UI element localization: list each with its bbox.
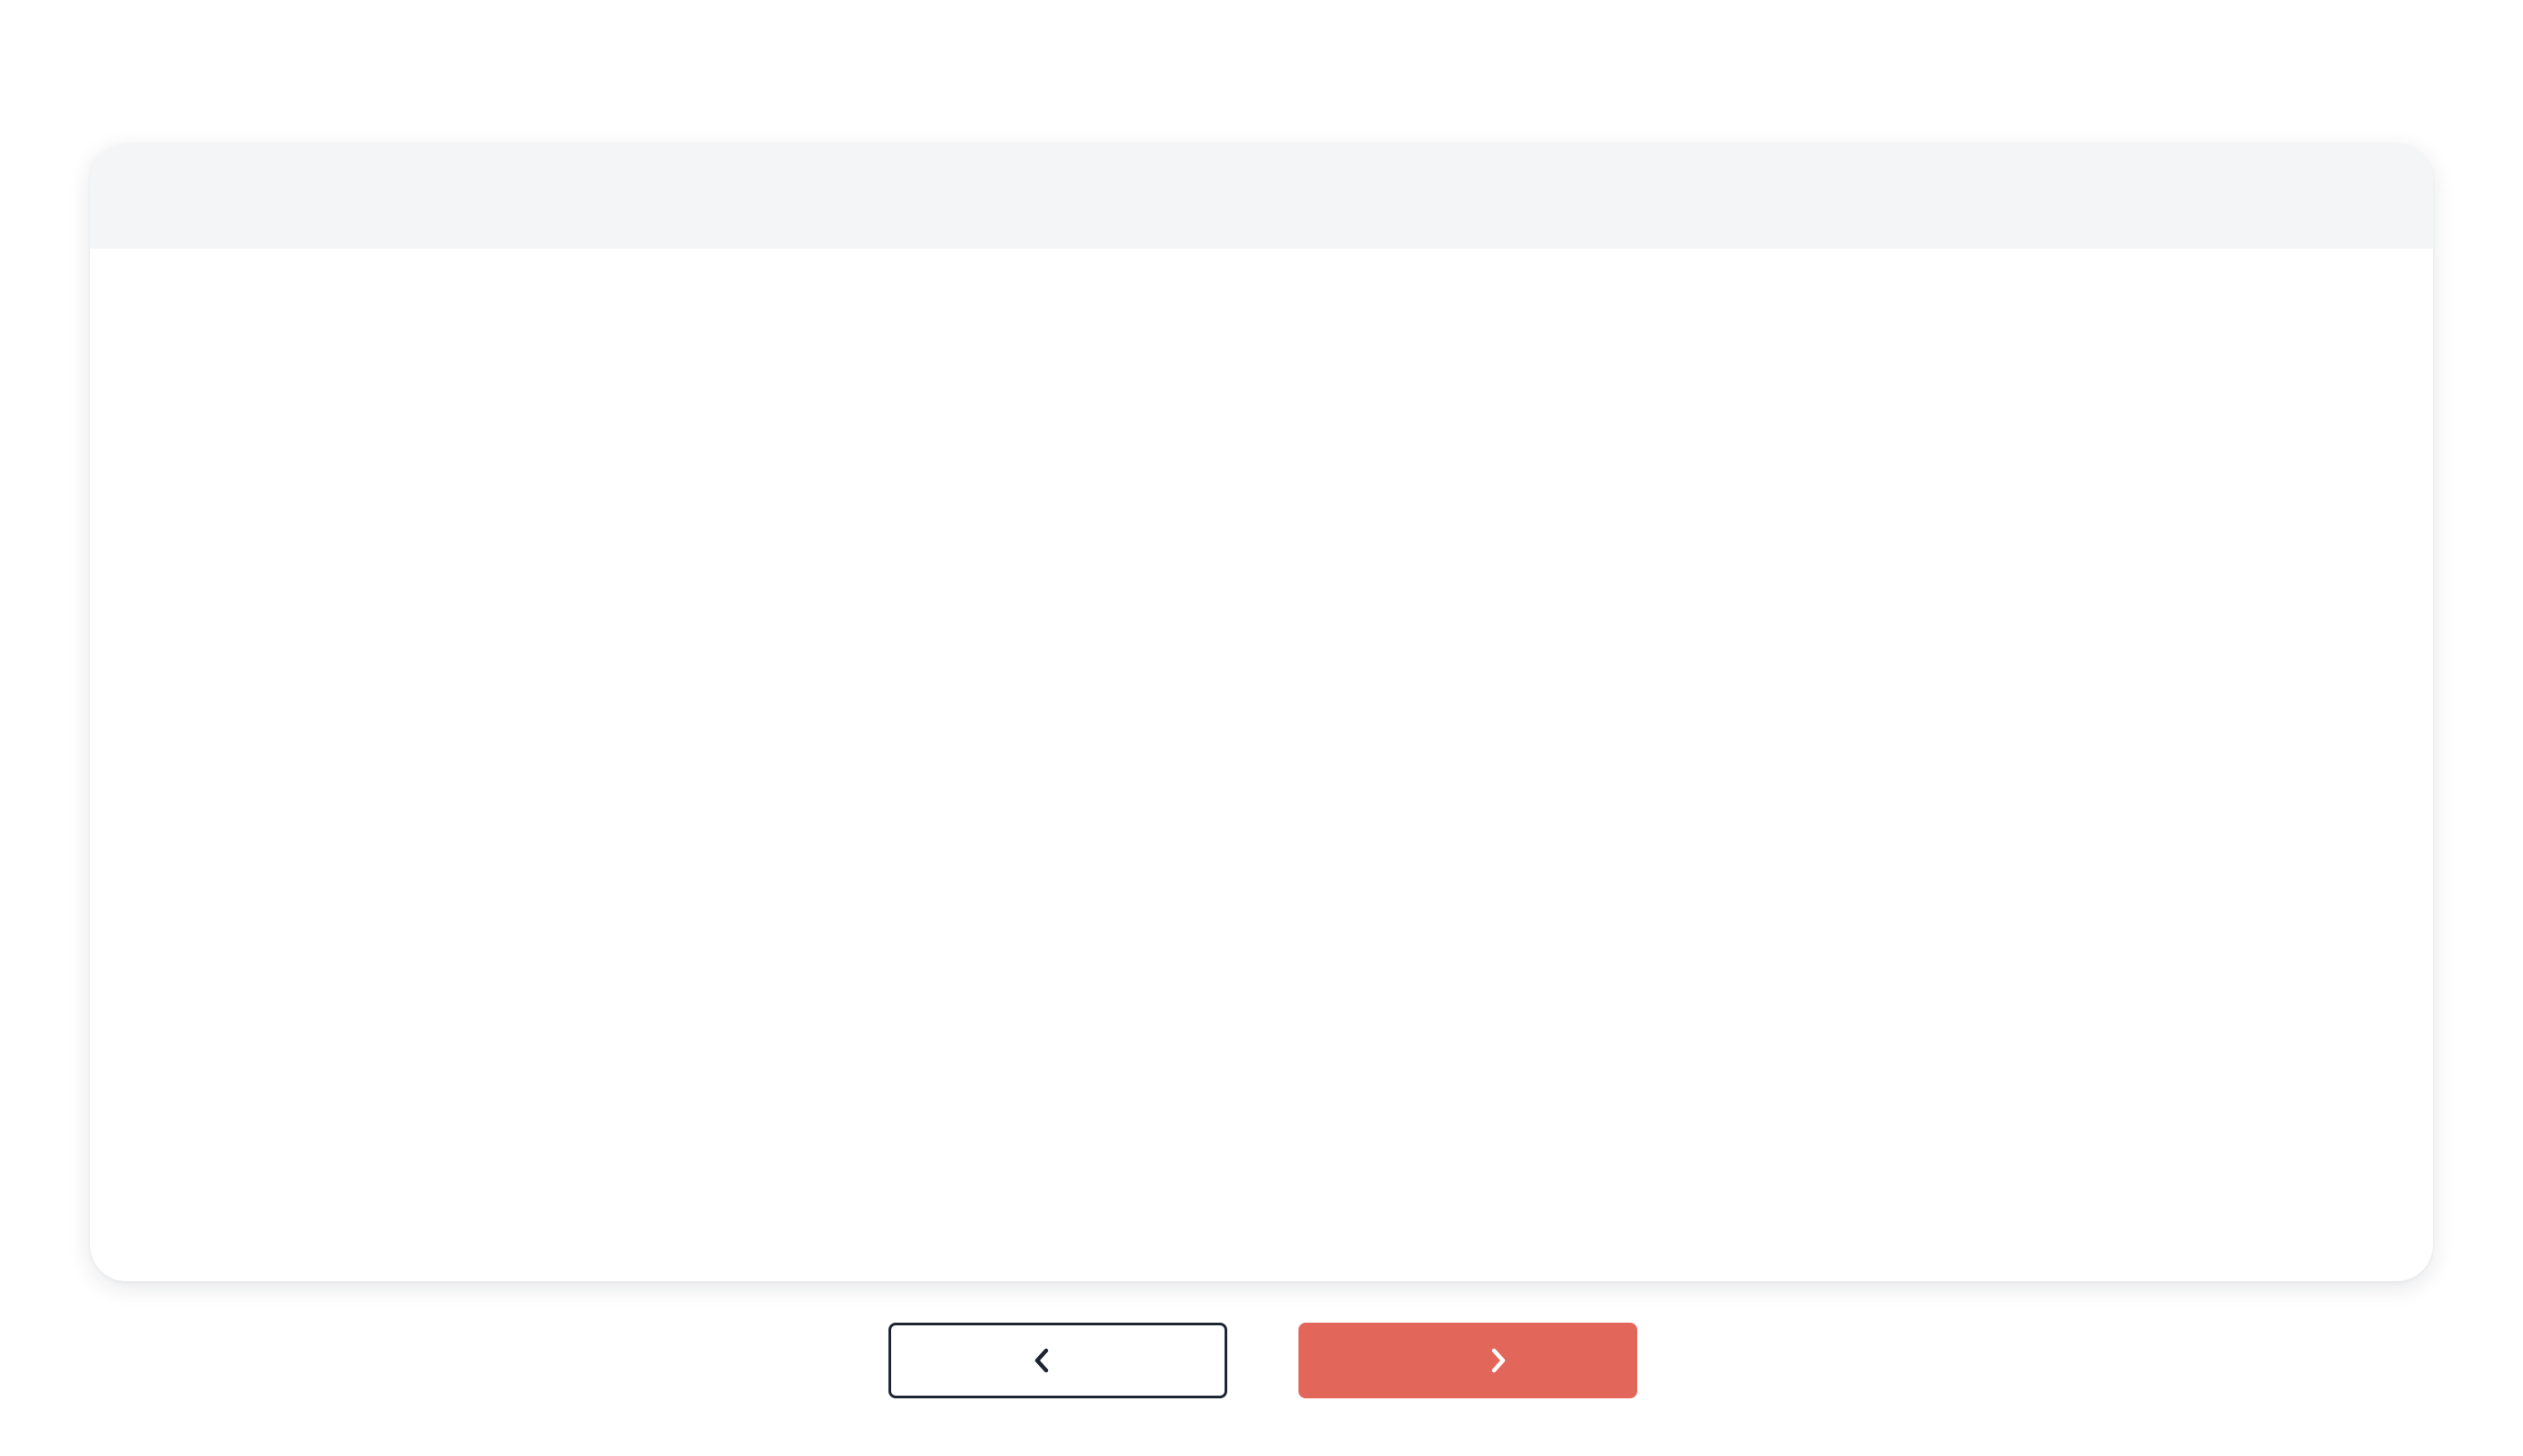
continue-button[interactable]	[1298, 1323, 1637, 1398]
chevron-left-icon	[1033, 1347, 1052, 1374]
header-status	[2204, 144, 2411, 249]
chevron-right-icon	[1488, 1347, 1507, 1374]
back-button[interactable]	[888, 1323, 1227, 1398]
table-header	[90, 144, 2433, 249]
header-prioridad	[1144, 144, 1361, 249]
user-stories-table	[90, 144, 2433, 1281]
header-esfuerzo	[1948, 144, 2145, 249]
